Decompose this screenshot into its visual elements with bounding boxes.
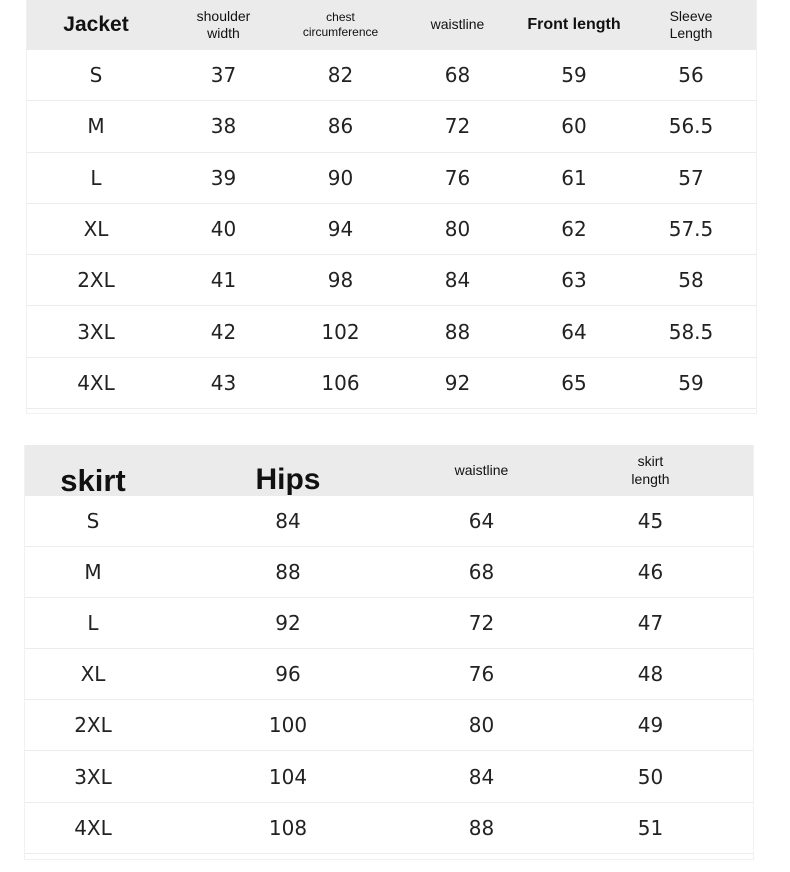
jacket-size-cell: L: [90, 165, 102, 190]
skirt-table-row: [25, 751, 753, 802]
skirt-measure-cell: 96: [275, 662, 301, 687]
jacket-measure-cell: 80: [444, 217, 471, 242]
jacket-header-shoulder-line1: shoulder: [196, 7, 251, 24]
jacket-table-row: [27, 50, 756, 101]
jacket-measure-cell: 41: [210, 268, 237, 293]
jacket-header-size: [27, 0, 165, 50]
skirt-size-table: [24, 445, 754, 860]
skirt-measure-cell: 88: [275, 560, 301, 585]
jacket-measure-cell: 56.5: [668, 114, 714, 139]
skirt-header-hips: [161, 445, 415, 496]
jacket-measure-cell: 90: [327, 165, 354, 190]
skirt-measure-cell: 68: [468, 560, 495, 585]
jacket-measure-cell: 82: [327, 63, 354, 88]
jacket-table-row: [27, 204, 756, 255]
jacket-table-row: [27, 306, 756, 357]
jacket-header-waistline: [399, 0, 516, 50]
skirt-header-waistline-label: waistline: [454, 461, 509, 478]
skirt-size-cell: L: [87, 611, 99, 636]
jacket-header-size-label: Jacket: [63, 12, 129, 36]
jacket-measure-cell: 61: [561, 165, 587, 190]
jacket-measure-cell: 59: [561, 63, 587, 88]
jacket-size-cell: 2XL: [77, 268, 115, 293]
skirt-size-cell: M: [84, 560, 102, 585]
jacket-measure-cell: 88: [444, 319, 471, 344]
skirt-measure-cell: 88: [468, 815, 495, 840]
skirt-measure-cell: 84: [468, 764, 495, 789]
skirt-measure-cell: 80: [468, 713, 495, 738]
skirt-measure-cell: 49: [637, 713, 664, 738]
jacket-measure-cell: 64: [561, 319, 587, 344]
jacket-measure-cell: 56: [678, 63, 704, 88]
jacket-size-cell: XL: [83, 217, 109, 242]
jacket-measure-cell: 40: [210, 217, 237, 242]
skirt-header-row: [25, 445, 753, 499]
skirt-table-row: [25, 649, 753, 700]
jacket-measure-cell: 68: [444, 63, 471, 88]
skirt-measure-cell: 84: [275, 509, 301, 534]
skirt-table-row: [25, 496, 753, 547]
jacket-header-front-length-label: Front length: [527, 16, 621, 33]
skirt-measure-cell: 72: [468, 611, 495, 636]
skirt-measure-cell: 104: [268, 764, 308, 789]
skirt-header-size: [25, 445, 161, 499]
jacket-table-row: [27, 101, 756, 152]
skirt-table-body: [25, 496, 753, 854]
jacket-measure-cell: 42: [210, 319, 237, 344]
skirt-measure-cell: 92: [275, 611, 301, 636]
jacket-measure-cell: 84: [444, 268, 471, 293]
jacket-size-cell: 4XL: [77, 370, 115, 395]
jacket-header-waistline-label: waistline: [430, 16, 485, 33]
jacket-header-sleeve-line2: Length: [669, 25, 713, 41]
jacket-measure-cell: 58: [678, 268, 704, 293]
jacket-measure-cell: 60: [561, 114, 587, 139]
skirt-measure-cell: 46: [637, 560, 664, 585]
jacket-measure-cell: 59: [678, 370, 704, 395]
skirt-measure-cell: 64: [468, 509, 495, 534]
jacket-header-chest-circumference: [282, 0, 399, 50]
skirt-measure-cell: 47: [637, 611, 664, 636]
skirt-header-waistline: [415, 445, 548, 496]
skirt-header-size-label: skirt: [60, 463, 126, 499]
jacket-measure-cell: 102: [321, 319, 360, 344]
skirt-table-row: [25, 547, 753, 598]
jacket-table-row: [27, 255, 756, 306]
jacket-measure-cell: 58.5: [668, 319, 714, 344]
jacket-size-cell: S: [89, 63, 103, 88]
jacket-header-front-length: [516, 0, 632, 50]
skirt-size-cell: 3XL: [74, 764, 112, 789]
jacket-header-shoulder-width: [165, 0, 282, 50]
jacket-measure-cell: 94: [327, 217, 354, 242]
skirt-measure-cell: 51: [637, 815, 664, 840]
jacket-measure-cell: 37: [210, 63, 237, 88]
skirt-measure-cell: 100: [268, 713, 308, 738]
jacket-measure-cell: 92: [444, 370, 471, 395]
skirt-header-skirt-length: [548, 445, 753, 496]
jacket-table-row: [27, 153, 756, 204]
jacket-size-cell: M: [87, 114, 105, 139]
jacket-measure-cell: 43: [210, 370, 237, 395]
skirt-measure-cell: 108: [268, 815, 308, 840]
skirt-header-length-line1: skirt: [637, 453, 664, 469]
jacket-measure-cell: 63: [561, 268, 587, 293]
jacket-size-table: [26, 0, 757, 414]
skirt-size-cell: S: [86, 509, 100, 534]
skirt-size-cell: XL: [80, 662, 106, 687]
jacket-measure-cell: 98: [327, 268, 354, 293]
jacket-header-sleeve-length: [632, 0, 750, 50]
jacket-size-cell: 3XL: [77, 319, 115, 344]
skirt-table-row: [25, 803, 753, 854]
skirt-table-row: [25, 700, 753, 751]
jacket-header-shoulder-line2: width: [207, 25, 240, 41]
skirt-measure-cell: 50: [637, 764, 664, 789]
skirt-header-hips-label: Hips: [255, 462, 321, 496]
jacket-table-body: [27, 50, 756, 409]
skirt-table-row: [25, 598, 753, 649]
skirt-size-cell: 4XL: [74, 815, 112, 840]
jacket-header-row: [27, 0, 756, 50]
jacket-measure-cell: 65: [561, 370, 587, 395]
jacket-measure-cell: 57: [678, 165, 704, 190]
jacket-measure-cell: 57.5: [668, 217, 714, 242]
jacket-header-chest-line2: circumference: [302, 25, 379, 39]
jacket-header-sleeve-line1: Sleeve: [669, 7, 713, 24]
skirt-measure-cell: 76: [468, 662, 495, 687]
jacket-table-row: [27, 358, 756, 409]
jacket-measure-cell: 72: [444, 114, 471, 139]
skirt-measure-cell: 45: [637, 509, 664, 534]
jacket-measure-cell: 39: [210, 165, 237, 190]
skirt-size-cell: 2XL: [74, 713, 112, 738]
jacket-measure-cell: 106: [321, 370, 360, 395]
skirt-measure-cell: 48: [637, 662, 664, 687]
jacket-measure-cell: 62: [561, 217, 587, 242]
jacket-measure-cell: 86: [327, 114, 354, 139]
jacket-header-chest-line1: chest: [326, 10, 355, 24]
jacket-measure-cell: 76: [444, 165, 471, 190]
skirt-header-length-line2: length: [631, 470, 670, 487]
jacket-measure-cell: 38: [210, 114, 237, 139]
